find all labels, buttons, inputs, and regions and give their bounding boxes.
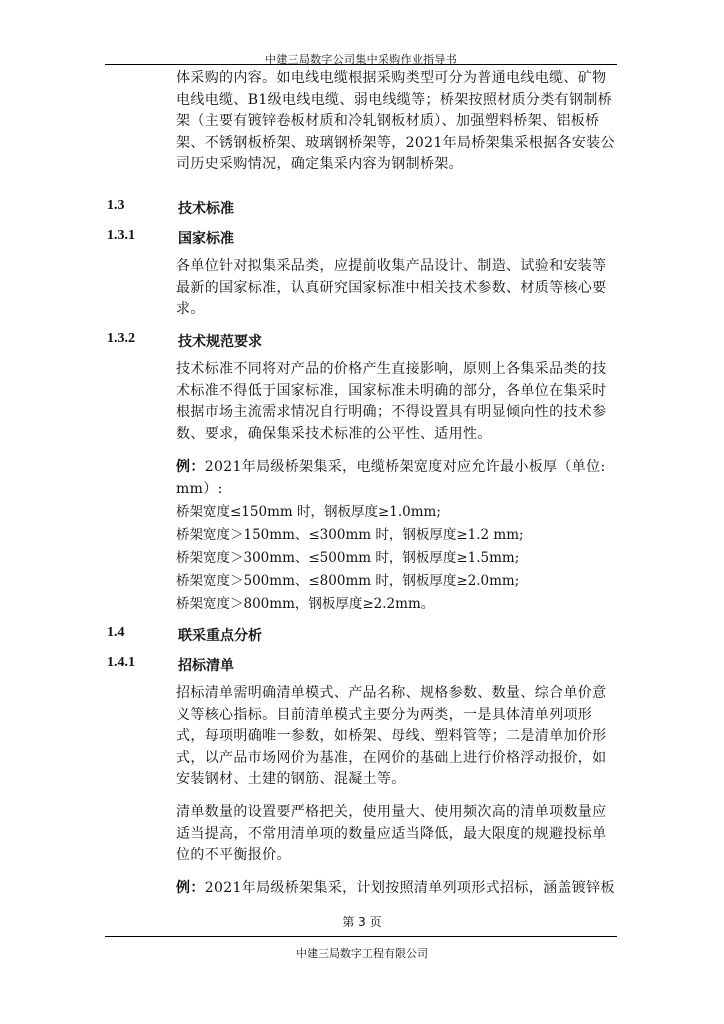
footer-company: 中建三局数字工程有限公司 — [296, 947, 428, 960]
quantity-paragraph — [176, 802, 617, 867]
text-line: 司历史采购情况，确定集采内容为钢制桥架。 — [176, 156, 463, 172]
text-line: 求。 — [176, 301, 205, 317]
section-title: 技术规范要求 — [178, 334, 262, 350]
section-number: 1.3.2 — [107, 331, 135, 346]
text-line: 架（主要有镀锌卷板材质和冷轧钢板材质）、加强塑料桥架、铝板桥 — [176, 113, 600, 129]
spec-line: 桥架宽度＞500mm、≤800mm 时，钢板厚度≥2.0mm; — [176, 573, 520, 589]
section-number: 1.4 — [107, 625, 125, 640]
section-number: 1.3 — [107, 198, 125, 213]
tender-list-paragraph — [176, 683, 617, 791]
text-line: 各单位针对拟集采品类，应提前收集产品设计、制造、试验和安装等 — [176, 258, 607, 274]
spec-line: 桥架宽度＞800mm，钢板厚度≥2.2mm。 — [176, 596, 435, 612]
example-text: 2021年局级桥架集采，计划按照清单列项形式招标，涵盖镀锌板 — [204, 880, 615, 896]
text-line: 位的不平衡报价。 — [176, 847, 291, 863]
text-line: 最新的国家标准，认真研究国家标准中相关技术参数、材质等核心要 — [176, 279, 607, 296]
section-number: 1.4.1 — [107, 655, 135, 670]
text-line: 式，以产品市场网价为基准，在网价的基础上进行价格浮动报价，如 — [176, 749, 607, 766]
section-title: 国家标准 — [178, 231, 234, 247]
national-standard-paragraph — [176, 256, 617, 321]
spec-line: 桥架宽度≤150mm 时，钢板厚度≥1.0mm; — [176, 504, 441, 520]
intro-paragraph — [176, 68, 617, 176]
section-title: 招标清单 — [178, 658, 234, 674]
text-line: 数、要求，确保集采技术标准的公平性、适用性。 — [176, 425, 492, 442]
example-paragraph — [176, 878, 617, 900]
text-line: 技术标准不同将对产品的价格产生直接影响，原则上各集采品类的技 — [176, 361, 607, 377]
section-number: 1.3.1 — [107, 228, 135, 243]
text-line — [176, 457, 617, 479]
text-line: 义等核心指标。目前清单模式主要分为两类，一是具体清单列项形 — [176, 706, 593, 723]
example-label: 例： — [176, 880, 205, 896]
spec-line: 桥架宽度＞150mm、≤300mm 时，钢板厚度≥1.2 mm; — [176, 527, 524, 543]
text-line: 体采购的内容。如电线电缆根据采购类型可分为普通电线电缆、矿物 — [176, 70, 607, 86]
text-line: 电线电缆、B1级电线电缆、弱电线缆等；桥架按照材质分类有钢制桥 — [176, 91, 613, 108]
tech-spec-paragraph — [176, 359, 617, 445]
text-line: 安装钢材、土建的钢筋、混凝土等。 — [176, 771, 406, 787]
page-number: 第 3 页 — [342, 915, 382, 929]
text-line: 式，每项明确唯一参数，如桥架、母线、塑料管等；二是清单加价形 — [176, 728, 607, 744]
header-title: 中建三局数字公司集中采购作业指导书 — [264, 53, 458, 66]
text-line: 招标清单需明确清单模式、产品名称、规格参数、数量、综合单价意 — [176, 685, 607, 701]
text-line: 适当提高，不常用清单项的数量应适当降低，最大限度的规避投标单 — [176, 825, 607, 842]
text-line: 根据市场主流需求情况自行明确；不得设置具有明显倾向性的技术参 — [176, 404, 607, 420]
spec-line: 桥架宽度＞300mm、≤500mm 时，钢板厚度≥1.5mm; — [176, 550, 520, 566]
example-paragraph — [176, 457, 617, 500]
footer-divider — [105, 936, 617, 937]
text-line — [176, 878, 617, 900]
text-line: 清单数量的设置要严格把关，使用量大、使用频次高的清单项数量应 — [176, 804, 607, 820]
example-label: 例： — [176, 459, 205, 475]
text-line: mm）: — [176, 480, 223, 497]
section-title: 联采重点分析 — [178, 628, 262, 644]
section-title: 技术标准 — [178, 201, 234, 217]
text-line: 术标准不得低于国家标准，国家标准未明确的部分，各单位在集采时 — [176, 382, 607, 399]
text-line: 架、不锈钢板桥架、玻璃钢桥架等，2021年局桥架集采根据各安装公 — [176, 134, 615, 151]
example-text: 2021年局级桥架集采，电缆桥架宽度对应允许最小板厚（单位: — [204, 459, 606, 475]
